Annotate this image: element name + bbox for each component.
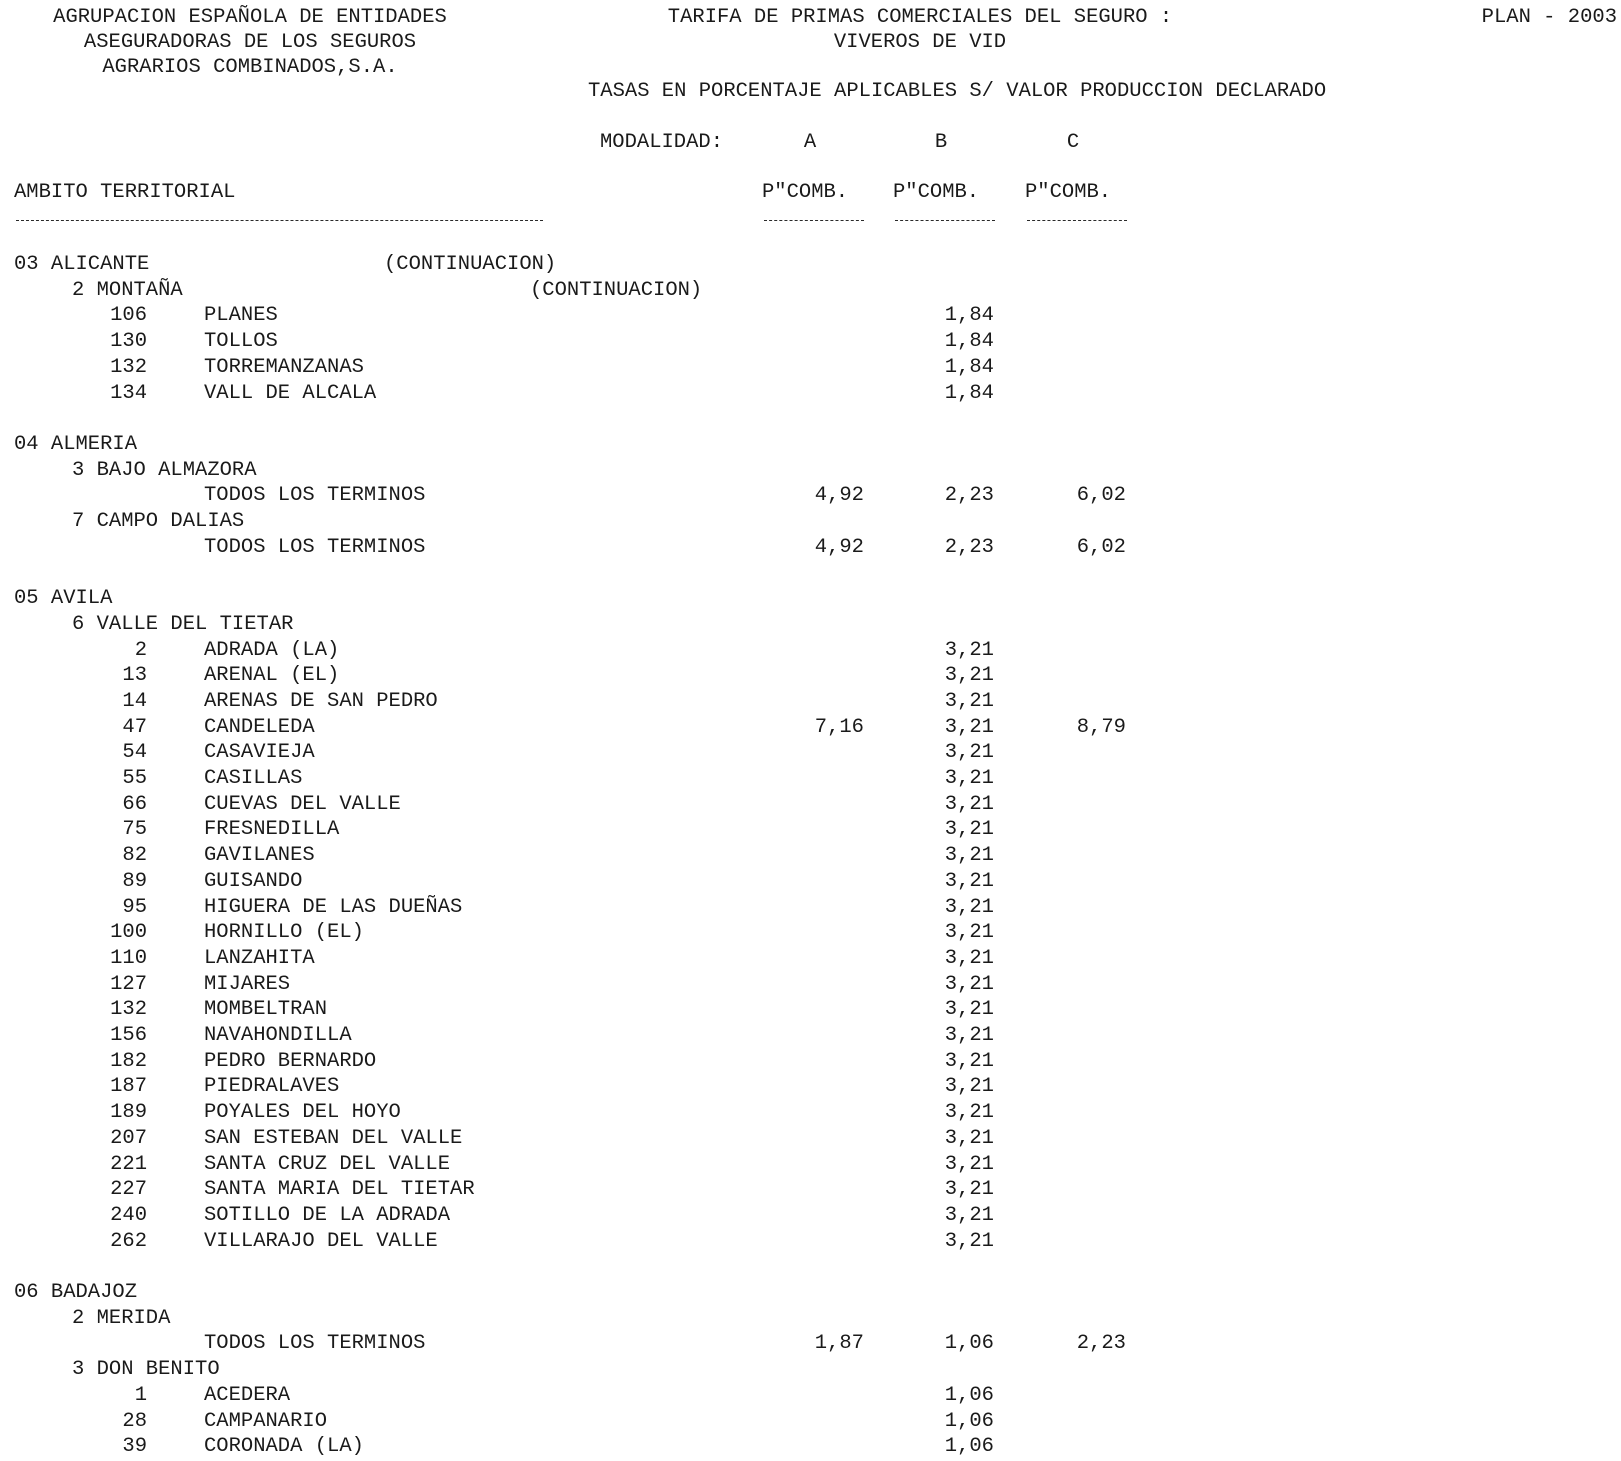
municipality-code: 132 xyxy=(110,998,147,1022)
rate-b: 3,21 xyxy=(944,895,994,919)
rate-b: 2,23 xyxy=(944,484,994,508)
table-row xyxy=(0,689,1621,715)
rate-b: 3,21 xyxy=(944,1126,994,1150)
comarca-row xyxy=(0,278,1621,304)
table-row xyxy=(0,355,1621,381)
rate-c: 2,23 xyxy=(1076,1332,1126,1356)
municipality-name: CORONADA (LA) xyxy=(204,1435,364,1459)
rate-b: 1,06 xyxy=(944,1409,994,1433)
rate-b: 3,21 xyxy=(944,869,994,893)
municipality-name: VALL DE ALCALA xyxy=(204,381,377,405)
municipality-name: PEDRO BERNARDO xyxy=(204,1049,377,1073)
table-row xyxy=(0,740,1621,766)
municipality-code: 54 xyxy=(122,741,147,765)
table-row xyxy=(0,303,1621,329)
municipality-name: ADRADA (LA) xyxy=(204,638,340,662)
table-row xyxy=(0,1203,1621,1229)
rate-a: 7,16 xyxy=(814,715,864,739)
rate-b: 3,21 xyxy=(944,818,994,842)
municipality-code: 262 xyxy=(110,1229,147,1253)
municipality-name: TORREMANZANAS xyxy=(204,355,364,379)
municipality-code: 47 xyxy=(122,715,147,739)
table-row xyxy=(0,792,1621,818)
municipality-code: 75 xyxy=(122,818,147,842)
ambito-underline xyxy=(16,220,543,221)
municipality-code: 156 xyxy=(110,1024,147,1047)
table-row xyxy=(0,1074,1621,1100)
municipality-code: 221 xyxy=(110,1152,147,1176)
comarca-row xyxy=(0,1306,1621,1332)
continuation-note: (CONTINUACION) xyxy=(384,253,557,276)
rate-b: 3,21 xyxy=(944,972,994,996)
municipality-name: SANTA CRUZ DEL VALLE xyxy=(204,1152,451,1176)
municipality-name: PIEDRALAVES xyxy=(204,1075,340,1099)
municipality-name: ARENAL (EL) xyxy=(204,664,340,688)
comarca-row xyxy=(0,1357,1621,1383)
rate-b: 1,06 xyxy=(944,1435,994,1459)
province-row xyxy=(0,1280,1621,1306)
municipality-name: NAVAHONDILLA xyxy=(204,1024,352,1047)
municipality-name: ACEDERA xyxy=(204,1383,291,1407)
table-row xyxy=(0,1409,1621,1435)
table-row xyxy=(0,1152,1621,1178)
municipality-name: TODOS LOS TERMINOS xyxy=(204,1332,426,1356)
table-row xyxy=(0,329,1621,355)
municipality-name: HIGUERA DE LAS DUEÑAS xyxy=(204,895,463,919)
municipality-name: TODOS LOS TERMINOS xyxy=(204,535,426,559)
municipality-name: GAVILANES xyxy=(204,844,315,868)
municipality-code: 14 xyxy=(122,689,147,713)
column-c-underline xyxy=(1027,220,1127,221)
table-row xyxy=(0,638,1621,664)
province-label: 06 BADAJOZ xyxy=(14,1281,138,1304)
rate-c: 6,02 xyxy=(1076,535,1126,559)
table-row xyxy=(0,1126,1621,1152)
rate-c: 6,02 xyxy=(1076,484,1126,508)
comarca-label: 3 DON BENITO xyxy=(72,1358,220,1382)
table-row xyxy=(0,817,1621,843)
org-name-line-1: AGRUPACION ESPAÑOLA DE ENTIDADES xyxy=(53,6,447,29)
municipality-code: 39 xyxy=(122,1435,147,1459)
table-row xyxy=(0,535,1621,561)
municipality-code: 240 xyxy=(110,1203,147,1227)
table-row xyxy=(0,663,1621,689)
municipality-code: 187 xyxy=(110,1075,147,1099)
rate-a: 1,87 xyxy=(814,1332,864,1356)
municipality-code: 95 xyxy=(122,895,147,919)
province-label: 05 AVILA xyxy=(14,587,113,611)
column-header-a: P"COMB. xyxy=(762,181,849,204)
table-row xyxy=(0,766,1621,792)
table-row xyxy=(0,1177,1621,1203)
table-row xyxy=(0,1331,1621,1357)
municipality-name: LANZAHITA xyxy=(204,946,315,970)
municipality-name: CANDELEDA xyxy=(204,715,315,739)
table-row xyxy=(0,843,1621,869)
municipality-name: ARENAS DE SAN PEDRO xyxy=(204,689,438,713)
table-row xyxy=(0,483,1621,509)
rate-b: 2,23 xyxy=(944,535,994,559)
municipality-code: 82 xyxy=(122,844,147,868)
municipality-code: 132 xyxy=(110,355,147,379)
rate-b: 1,84 xyxy=(944,381,994,405)
rate-a: 4,92 xyxy=(814,484,864,508)
municipality-name: HORNILLO (EL) xyxy=(204,921,364,945)
municipality-code: 130 xyxy=(110,330,147,354)
province-row xyxy=(0,432,1621,458)
table-row xyxy=(0,381,1621,407)
municipality-code: 28 xyxy=(122,1409,147,1433)
municipality-name: PLANES xyxy=(204,304,278,328)
rate-c: 8,79 xyxy=(1076,715,1126,739)
table-row xyxy=(0,895,1621,921)
blank-row xyxy=(0,1254,1621,1280)
comarca-row xyxy=(0,509,1621,535)
comarca-label: 2 MERIDA xyxy=(72,1306,171,1330)
municipality-name: MOMBELTRAN xyxy=(204,998,328,1022)
plan-year: PLAN - 2003 xyxy=(1481,6,1617,29)
municipality-code: 182 xyxy=(110,1049,147,1073)
table-row xyxy=(0,1049,1621,1075)
municipality-code: 89 xyxy=(122,869,147,893)
ambito-territorial-header: AMBITO TERRITORIAL xyxy=(14,181,236,204)
municipality-name: VILLARAJO DEL VALLE xyxy=(204,1229,438,1253)
modalidad-a: A xyxy=(803,131,817,154)
rate-b: 3,21 xyxy=(944,1178,994,1202)
table-row xyxy=(0,1100,1621,1126)
province-row xyxy=(0,252,1621,278)
municipality-code: 207 xyxy=(110,1126,147,1150)
rate-b: 3,21 xyxy=(944,767,994,790)
rate-b: 3,21 xyxy=(944,946,994,970)
municipality-name: SANTA MARIA DEL TIETAR xyxy=(204,1178,475,1202)
municipality-code: 127 xyxy=(110,972,147,996)
municipality-code: 13 xyxy=(122,664,147,688)
document-subtitle: TASAS EN PORCENTAJE APLICABLES S/ VALOR PRODUCCION DECLARADO xyxy=(588,80,1327,103)
table-row xyxy=(0,972,1621,998)
modalidad-label: MODALIDAD: xyxy=(600,131,724,154)
municipality-name: CASILLAS xyxy=(204,767,303,790)
rate-b: 1,84 xyxy=(944,330,994,354)
document-title: TARIFA DE PRIMAS COMERCIALES DEL SEGURO : xyxy=(667,6,1173,29)
rate-b: 3,21 xyxy=(944,1229,994,1253)
province-row xyxy=(0,586,1621,612)
rate-b: 3,21 xyxy=(944,741,994,765)
municipality-name: GUISANDO xyxy=(204,869,303,893)
rate-a: 4,92 xyxy=(814,535,864,559)
municipality-code: 106 xyxy=(110,304,147,328)
column-b-underline xyxy=(895,220,995,221)
table-row xyxy=(0,1434,1621,1460)
municipality-name: CUEVAS DEL VALLE xyxy=(204,792,401,816)
rate-b: 3,21 xyxy=(944,921,994,945)
table-row xyxy=(0,1383,1621,1409)
municipality-name: CASAVIEJA xyxy=(204,741,315,765)
municipality-name: TOLLOS xyxy=(204,330,278,354)
rate-b: 1,84 xyxy=(944,355,994,379)
rate-b: 3,21 xyxy=(944,715,994,739)
municipality-name: CAMPANARIO xyxy=(204,1409,328,1433)
column-header-c: P"COMB. xyxy=(1025,181,1112,204)
municipality-code: 100 xyxy=(110,921,147,945)
modalidad-b: B xyxy=(934,131,948,154)
table-row xyxy=(0,997,1621,1023)
table-row xyxy=(0,946,1621,972)
municipality-code: 55 xyxy=(122,767,147,790)
comarca-label: 6 VALLE DEL TIETAR xyxy=(72,612,294,636)
blank-row xyxy=(0,560,1621,586)
org-name-line-2: ASEGURADORAS DE LOS SEGUROS xyxy=(83,31,417,54)
column-a-underline xyxy=(764,220,864,221)
municipality-code: 110 xyxy=(110,946,147,970)
municipality-name: TODOS LOS TERMINOS xyxy=(204,484,426,508)
blank-row xyxy=(0,406,1621,432)
modalidad-c: C xyxy=(1066,131,1080,154)
municipality-name: FRESNEDILLA xyxy=(204,818,340,842)
rate-b: 3,21 xyxy=(944,1152,994,1176)
table-row xyxy=(0,715,1621,741)
province-label: 03 ALICANTE xyxy=(14,253,150,276)
comarca-label: 7 CAMPO DALIAS xyxy=(72,510,245,533)
continuation-note: (CONTINUACION) xyxy=(530,278,703,302)
municipality-name: SOTILLO DE LA ADRADA xyxy=(204,1203,451,1227)
table-row xyxy=(0,1023,1621,1049)
comarca-label: 3 BAJO ALMAZORA xyxy=(72,458,257,482)
rate-b: 3,21 xyxy=(944,792,994,816)
table-row xyxy=(0,1229,1621,1255)
rate-b: 1,84 xyxy=(944,304,994,328)
rate-b: 3,21 xyxy=(944,1203,994,1227)
table-row xyxy=(0,869,1621,895)
municipality-name: MIJARES xyxy=(204,972,291,996)
rate-b: 3,21 xyxy=(944,638,994,662)
document-title-product: VIVEROS DE VID xyxy=(833,31,1007,54)
org-name-line-3: AGRARIOS COMBINADOS,S.A. xyxy=(102,56,398,79)
rate-b: 3,21 xyxy=(944,664,994,688)
municipality-code: 1 xyxy=(134,1383,147,1407)
rate-b: 3,21 xyxy=(944,689,994,713)
municipality-code: 189 xyxy=(110,1101,147,1125)
municipality-name: POYALES DEL HOYO xyxy=(204,1101,401,1125)
rate-b: 3,21 xyxy=(944,1049,994,1073)
rate-b: 3,21 xyxy=(944,1024,994,1047)
municipality-code: 227 xyxy=(110,1178,147,1202)
rate-b: 3,21 xyxy=(944,844,994,868)
municipality-code: 134 xyxy=(110,381,147,405)
rate-b: 1,06 xyxy=(944,1332,994,1356)
comarca-label: 2 MONTAÑA xyxy=(72,278,183,302)
rate-b: 3,21 xyxy=(944,1101,994,1125)
table-row xyxy=(0,920,1621,946)
municipality-code: 66 xyxy=(122,792,147,816)
municipality-name: SAN ESTEBAN DEL VALLE xyxy=(204,1126,463,1150)
province-label: 04 ALMERIA xyxy=(14,432,138,456)
rate-b: 3,21 xyxy=(944,1075,994,1099)
comarca-row xyxy=(0,458,1621,484)
rate-b: 3,21 xyxy=(944,998,994,1022)
municipality-code: 2 xyxy=(134,638,147,662)
comarca-row xyxy=(0,612,1621,638)
rate-b: 1,06 xyxy=(944,1383,994,1407)
column-header-b: P"COMB. xyxy=(893,181,980,204)
